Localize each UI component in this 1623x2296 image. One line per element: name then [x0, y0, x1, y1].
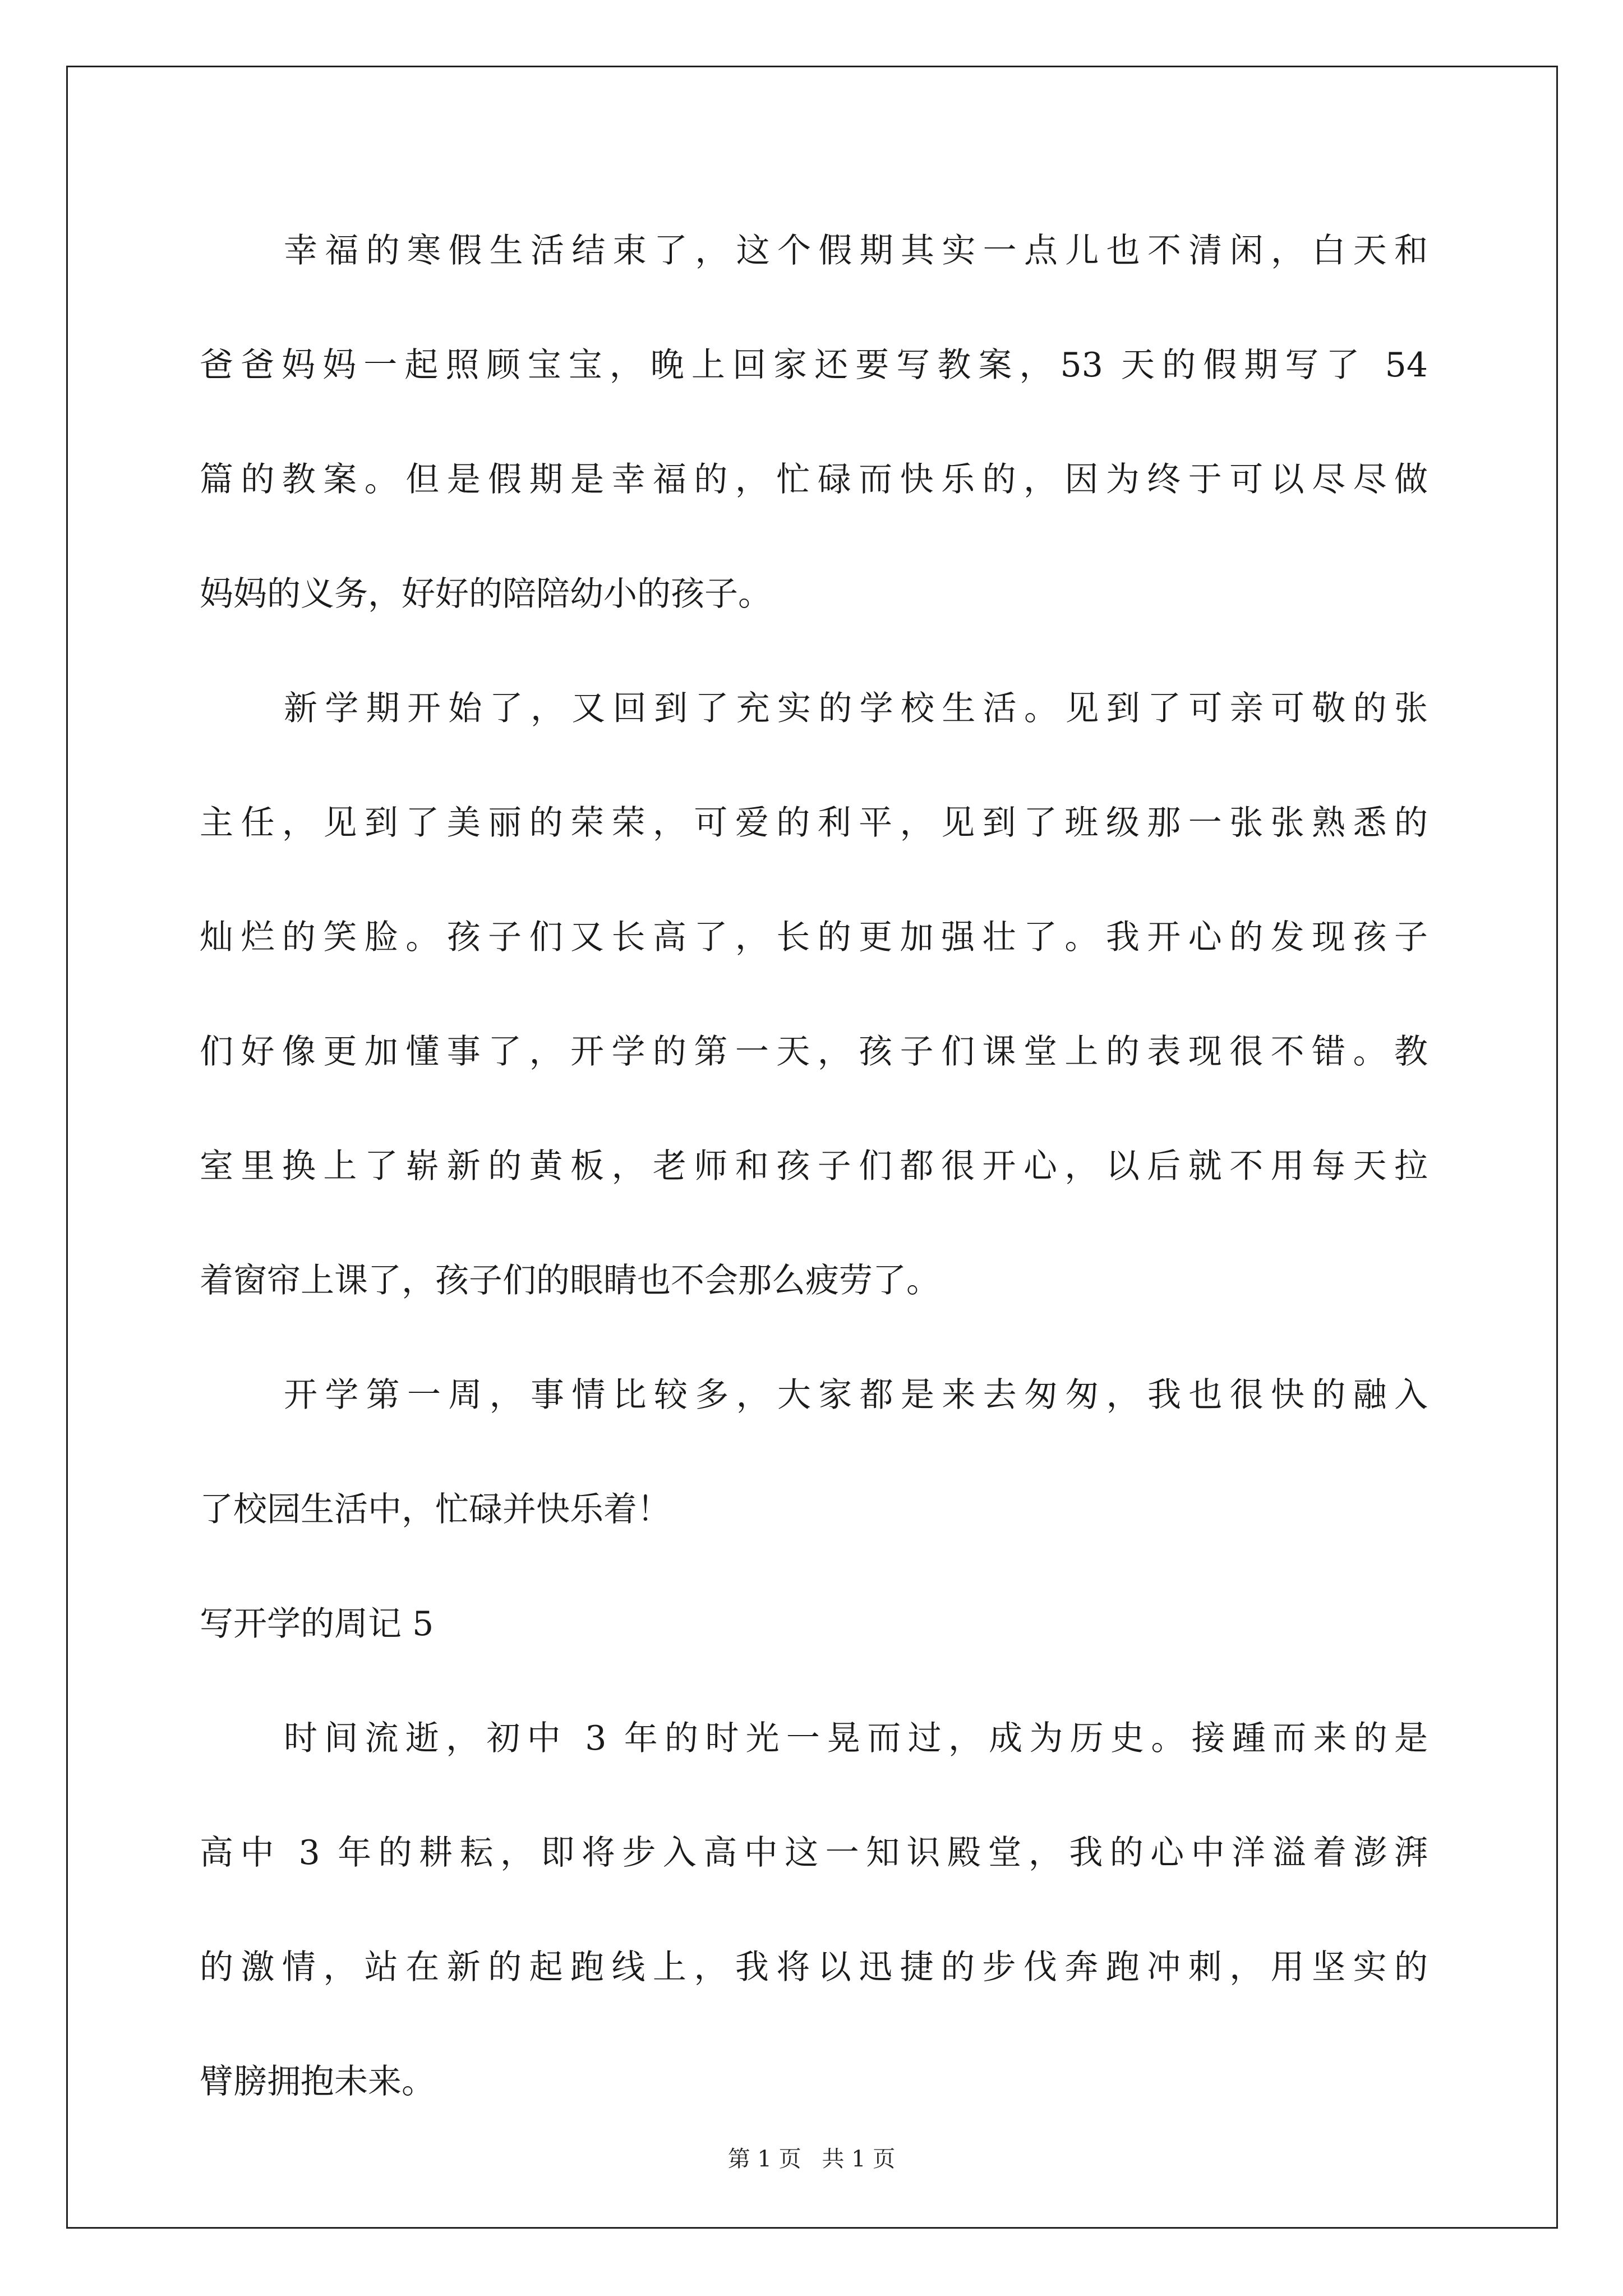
- paragraph-2-line-4: 们好像更加懂事了，开学的第一天，孩子们课堂上的表现很不错。教: [200, 1032, 1428, 1071]
- paragraph-2-line-2: 主任，见到了美丽的荣荣，可爱的利平，见到了班级那一张张熟悉的: [200, 803, 1428, 843]
- paragraph-3-line-2: 了校园生活中，忙碌并快乐着！: [200, 1490, 671, 1529]
- paragraph-1-line-2: 爸爸妈妈一起照顾宝宝，晚上回家还要写教案，53 天的假期写了 54: [200, 346, 1428, 385]
- page-total: 共 1 页: [822, 2146, 896, 2172]
- paragraph-4-line-3: 的激情，站在新的起跑线上，我将以迅捷的步伐奔跑冲刺，用坚实的: [200, 1948, 1428, 1987]
- section-heading: 写开学的周记 5: [200, 1604, 434, 1644]
- paragraph-4-line-2: 高中 3 年的耕耘，即将步入高中这一知识殿堂，我的心中洋溢着澎湃: [200, 1833, 1428, 1872]
- paragraph-2-line-1: 新学期开始了，又回到了充实的学校生活。见到了可亲可敬的张: [284, 689, 1428, 728]
- paragraph-1-line-3: 篇的教案。但是假期是幸福的，忙碌而快乐的，因为终于可以尽尽做: [200, 460, 1428, 499]
- page-number: 第 1 页: [727, 2146, 801, 2172]
- paragraph-4-line-4: 臂膀拥抱未来。: [200, 2062, 435, 2101]
- paragraph-1-line-4: 妈妈的义务，好好的陪陪幼小的孩子。: [200, 574, 772, 614]
- paragraph-1-line-1: 幸福的寒假生活结束了，这个假期其实一点儿也不清闲，白天和: [284, 231, 1428, 270]
- paragraph-3-line-1: 开学第一周，事情比较多，大家都是来去匆匆，我也很快的融入: [284, 1375, 1428, 1415]
- paragraph-2-line-3: 灿烂的笑脸。孩子们又长高了，长的更加强壮了。我开心的发现孩子: [200, 918, 1428, 957]
- paragraph-2-line-5: 室里换上了崭新的黄板，老师和孩子们都很开心，以后就不用每天拉: [200, 1147, 1428, 1186]
- paragraph-2-line-6: 着窗帘上课了，孩子们的眼睛也不会那么疲劳了。: [200, 1261, 940, 1300]
- paragraph-4-line-1: 时间流逝，初中 3 年的时光一晃而过，成为历史。接踵而来的是: [284, 1719, 1428, 1758]
- page-footer: [0, 2145, 1623, 2173]
